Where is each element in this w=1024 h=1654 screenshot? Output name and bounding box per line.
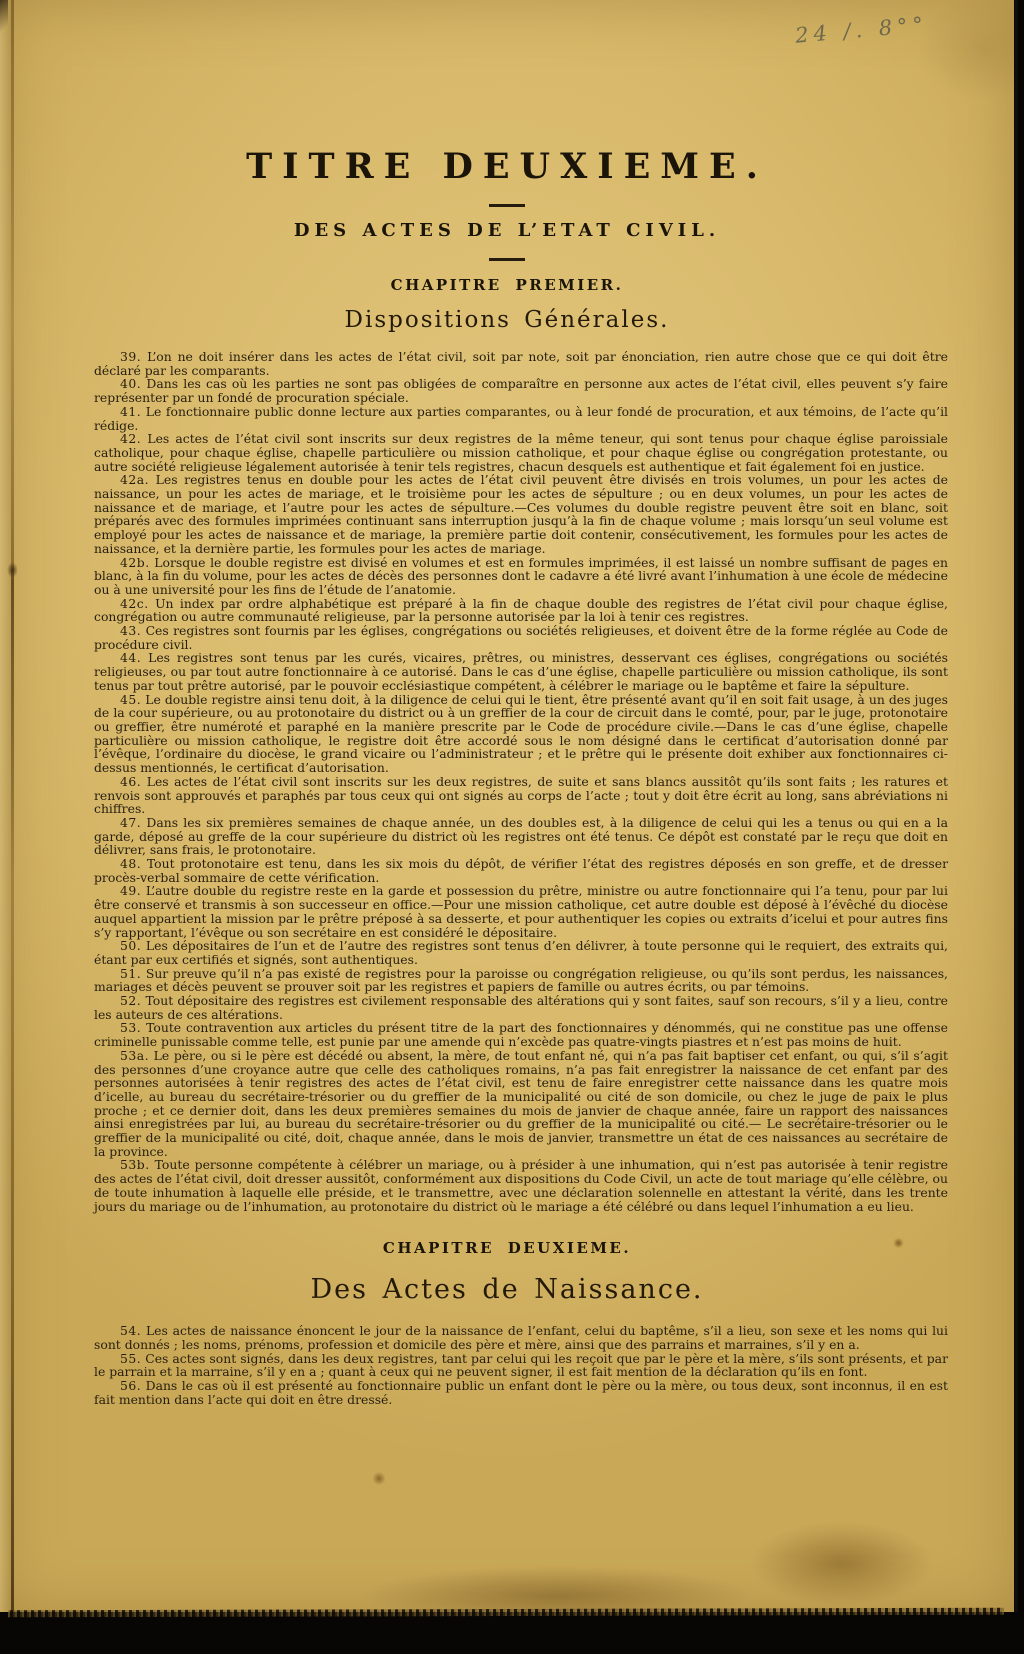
article-paragraph [94, 432, 948, 473]
paragraph-number: 54. [120, 1323, 142, 1339]
paragraph-number: 53a. [120, 1047, 150, 1063]
scan-edge-bottom [0, 1612, 1024, 1654]
article-paragraph [94, 1379, 948, 1406]
paragraph-number: 43. [120, 623, 142, 639]
paragraph-number: 52. [120, 993, 142, 1009]
handwritten-pencil-note: 24 /. 8°° [794, 12, 929, 48]
paragraph-text: Un index par ordre alphabétique est préparé à la fin de chaque double des registres de l’état civil pour chaque église, congrégation ou autre communauté religieuse, par la personne autorisée par la loi à tenir ces registres. [94, 595, 948, 625]
article-paragraph [94, 1021, 948, 1048]
paragraph-number: 46. [120, 773, 142, 789]
chapter-2-header [0, 1239, 1014, 1305]
paragraph-text: Les dépositaires de l’un et de l’autre des registres sont tenus d’en délivrer, à toute personne qui le requiert, des extraits qui, étant par eux certifiés et signés, sont authentiques. [94, 938, 948, 967]
paragraph-text: Lorsque le double registre est divisé en volumes et est en formules imprimées, il est laissé un nombre suffisant de pages en blanc, à la fin du volume, pour les actes de décès des personnes dont le cadavre a été livré avant l’inhumation à une école de médecine ou à une université pour les fins de l’étude de l’anatomie. [94, 554, 948, 597]
paragraph-text: Les registres sont tenus par les curés, vicaires, prêtres, ou ministres, desservant ces églises, congrégations ou sociétés religieuses, ou par tout autre fonctionnaire à ce autorisé. Dans le cas d’une église, chapelle particulière ou mission catholique, ils sont tenus par tout prêtre autorisé, par le pouvoir ecclésiastique compétent, à célébrer le mariage ou le baptême et faire la sépulture. [94, 650, 948, 693]
paragraph-number: 55. [120, 1350, 142, 1366]
article-paragraph [94, 967, 948, 994]
paragraph-text: Sur preuve qu’il n’a pas existé de registres pour la paroisse ou congrégation religieuse, ou qu’ils sont perdus, les naissances, mariages et décès peuvent se prouver soit par les registres et papiers de famille ou autres écrits, ou par témoins. [94, 965, 948, 995]
article-paragraph [94, 624, 948, 651]
chapter-2-body [94, 1324, 948, 1406]
article-paragraph [94, 1352, 948, 1379]
paragraph-text: Tout protonotaire est tenu, dans les six mois du dépôt, de vérifier l’état des registres déposés en son greffe, et de dresser procès-verbal sommaire de cette vérification. [94, 856, 948, 885]
binding-fold-strip [0, 0, 11, 1612]
paragraph-text: Les actes de l’état civil sont inscrits sur les deux registres, de suite et sans blancs aussitôt qu’ils sont faits ; les ratures et renvois sont approuvés et paraphés par tous ceux qui ont signés au corps de l’acte ; tout y doit être écrit au long, sans abréviations ni chiffres. [94, 773, 948, 817]
chapter-1-body [94, 350, 948, 1213]
article-paragraph [94, 939, 948, 966]
article-paragraph [94, 651, 948, 692]
paragraph-text: Les actes de l’état civil sont inscrits sur deux registres de la même teneur, qui sont tenus pour chaque église paroissiale catholique, pour chaque église, chapelle particulière ou mission catholique, et pour chaque église ou congrégation protestante, ou autre société religieuse légalement autorisée à tenir tels registres, chacun desquels est authentique et fait également foi en justice. [94, 431, 948, 474]
paragraph-text: Ces registres sont fournis par les églises, congrégations ou sociétés religieuses, et doivent être de la forme réglée au Code de procédure civil. [94, 623, 948, 652]
paragraph-list [94, 350, 948, 1213]
paper-stain [372, 1472, 386, 1485]
paper-stain [0, 0, 8, 34]
article-paragraph [94, 473, 948, 555]
paragraph-text: L’on ne doit insérer dans les actes de l’état civil, soit par note, soit par énonciation, rien autre chose que ce qui doit être déclaré par les comparants. [94, 349, 948, 378]
paragraph-number: 45. [120, 691, 142, 707]
paragraph-text: Ces actes sont signés, dans les deux registres, tant par celui qui les reçoit que par le père et la mère, s’ils sont présents, et par le parrain et la marraine, s’il y en a ; quant à ceux qui ne peuvent signer, il est fait mention de la déclaration qu’ils en font. [94, 1350, 948, 1380]
binding-crease-line [11, 0, 14, 1612]
paragraph-number: 53b. [120, 1157, 150, 1173]
article-paragraph [94, 1324, 948, 1351]
article-paragraph [94, 1049, 948, 1159]
chapter-1-subheading: Dispositions Générales. [344, 307, 670, 333]
article-paragraph [94, 775, 948, 816]
paragraph-number: 42b. [120, 554, 150, 570]
paragraph-number: 53. [120, 1020, 142, 1036]
article-paragraph [94, 377, 948, 404]
paragraph-text: Le fonctionnaire public donne lecture aux parties comparantes, ou à leur fondé de procuration, et aux témoins, de l’acte qu’il rédige. [94, 403, 948, 433]
article-paragraph [94, 556, 948, 597]
article-paragraph [94, 994, 948, 1021]
paragraph-text: Les registres tenus en double pour les actes de l’état civil peuvent être divisés en trois volumes, un pour les actes de naissance, un pour les actes de mariage, et le troisième pour les actes de sépulture ; ou en deux volumes, un pour les actes de naissance et de mariage, et l’autre pour les actes de sépulture.—Ces volumes du double registre peuvent être soit en blanc, soit préparés avec des formules imprimées continuant sans interruption jusqu’à la fin de chaque volume ; mais lorsqu’un seul volume est employé pour les actes de naissance et de mariage, la première partie doit contenir, consécutivement, les formules pour les actes de naissance, et la dernière partie, les formules pour les actes de mariage. [94, 472, 948, 556]
article-paragraph [94, 884, 948, 939]
paper-stain [893, 1238, 904, 1248]
paragraph-text: Dans les six premières semaines de chaque année, un des doubles est, à la diligence de celui qui les a tenus ou qui en a la garde, déposé au greffe de la cour supérieure du district où les registres ont été tenus. Ce dépôt est constaté par le reçu que doit en délivrer, sans frais, le protonotaire. [94, 814, 948, 858]
page-header [0, 0, 1014, 333]
paragraph-number: 44. [120, 650, 142, 666]
paragraph-text: Tout dépositaire des registres est civilement responsable des altérations qui y sont faites, sauf son recours, s’il y a lieu, contre les auteurs de ces altérations. [94, 993, 948, 1022]
paragraph-number: 41. [120, 403, 142, 419]
paragraph-number: 50. [120, 938, 142, 954]
paragraph-text: Le père, ou si le père est décédé ou absent, la mère, de tout enfant né, qui n’a pas fait baptiser cet enfant, ou qui, s’il s’agit des personnes d’une croyance autre que celle des catholiques romains, n’a pas fait enregistrer la naissance de cet enfant par des personnes autorisées à tenir registres des actes de l’état civil, est tenu de faire enregistrer cette naissance dans les quatre mois d’icelle, au bureau du secrétaire-trésorier ou du greffier de la municipalité ou cité de son domicile, ou chez le juge de paix le plus proche ; et ce dernier doit, dans les deux premières semaines du mois de janvier de chaque année, faire un rapport des naissances ainsi enregistrées par lui, au bureau du secrétaire-trésorier ou du greffier de la municipalité ou cité.— Le secrétaire-trésorier ou le greffier de la municipalité ou cité, doit, chaque année, dans le mois de janvier, transmettre un état de ces naissances au secrétaire de la province. [94, 1047, 948, 1159]
paragraph-text: Dans les cas où les parties ne sont pas obligées de comparaître en personne aux actes de l’état civil, elles peuvent s’y faire représenter par un fondé de procuration spéciale. [94, 376, 948, 406]
chapter-2-heading: CHAPITRE DEUXIEME. [382, 1239, 632, 1258]
paper-blemish [7, 562, 18, 578]
paragraph-number: 51. [120, 965, 142, 981]
paragraph-number: 42c. [120, 595, 149, 611]
paragraph-number: 47. [120, 814, 142, 830]
article-paragraph [94, 857, 948, 884]
article-paragraph [94, 405, 948, 432]
ornament-rule [489, 204, 525, 207]
article-paragraph [94, 597, 948, 624]
paragraph-text: Le double registre ainsi tenu doit, à la diligence de celui qui le tient, être présenté avant qu’il en soit fait usage, à un des juges de la cour supérieure, ou au protonotaire du district ou à un greffier de la cour de circuit dans le comté, pour, par le juge, protonotaire ou greffier, être numéroté et paraphé en la manière prescrite par le Code de procédure civile.—Dans le cas d’une église, chapelle particulière ou mission catholique, le registre doit être accordé sous le nom désigné dans le certificat d’autorisation donné par l’évêque, l’ordinaire du diocèse, le grand vicaire ou l’administrateur ; et le prêtre qui le présente doit exhiber aux fonctionnaires ci-dessus mentionnés, le certificat d’autorisation. [94, 691, 948, 776]
paragraph-number: 40. [120, 376, 142, 392]
paragraph-text: Toute contravention aux articles du présent titre de la part des fonctionnaires y dénommés, qui ne constitue pas une offense criminelle punissable comme telle, est punie par une amende qui n’excède pas quatre-vingts piastres et n’est pas moins de huit. [94, 1020, 948, 1050]
title-text: TITRE DEUXIEME. [246, 146, 768, 187]
paragraph-text: Toute personne compétente à célébrer un mariage, ou à présider à une inhumation, qui n’est pas autorisée à tenir registre des actes de l’état civil, doit dresser aussitôt, conformément aux dispositions du Code Civil, un acte de tout mariage qu’elle célèbre, ou de toute inhumation à laquelle elle préside, et le transmettre, avec une déclaration solennelle en attestant la vérité, dans les trente jours du mariage ou de l’inhumation, au protonotaire du district où le mariage a été célébré ou dans lequel l’inhumation a eu lieu. [94, 1157, 948, 1214]
ornament-rule [489, 258, 525, 261]
paragraph-number: 49. [120, 883, 142, 899]
paragraph-text: L’autre double du registre reste en la garde et possession du prêtre, ministre ou autre fonctionnaire qui l’a tenu, pour par lui être conservé et transmis à son successeur en office.—Pour une mission catholique, cet autre double est déposé à l’évêché du diocèse auquel appartient la mission par le prêtre préposé à sa desserte, et pour authentiquer les copies ou extraits d’icelui et pour autres fins s’y rapportant, l’évêque ou son secrétaire en est considéré le dépositaire. [94, 883, 948, 940]
paragraph-number: 48. [120, 856, 142, 872]
chapter-2-subheading: Des Actes de Naissance. [310, 1274, 704, 1306]
article-paragraph [94, 1158, 948, 1213]
article-paragraph [94, 350, 948, 377]
paragraph-text: Dans le cas où il est présenté au fonctionnaire public un enfant dont le père ou la mère, ou tous deux, sont inconnus, il en est fait mention dans l’acte qui doit en être dressé. [94, 1378, 948, 1407]
paragraph-number: 39. [120, 349, 142, 364]
chapter-1-heading: CHAPITRE PREMIER. [390, 276, 624, 294]
paragraph-text: Les actes de naissance énoncent le jour de la naissance de l’enfant, celui du baptême, s’il a lieu, son sexe et les noms qui lui sont donnés ; les noms, prénoms, profession et domicile des père et mère, ainsi que des parrains et marraines, s’il y en a. [94, 1323, 948, 1352]
article-paragraph [94, 693, 948, 775]
paragraph-list [94, 1324, 948, 1406]
paragraph-number: 56. [120, 1378, 142, 1394]
subtitle-text: DES ACTES DE L’ETAT CIVIL. [293, 220, 721, 241]
paragraph-number: 42a. [120, 472, 150, 488]
scan-edge-right [1014, 0, 1024, 1654]
paragraph-number: 42. [120, 431, 142, 447]
article-paragraph [94, 816, 948, 857]
